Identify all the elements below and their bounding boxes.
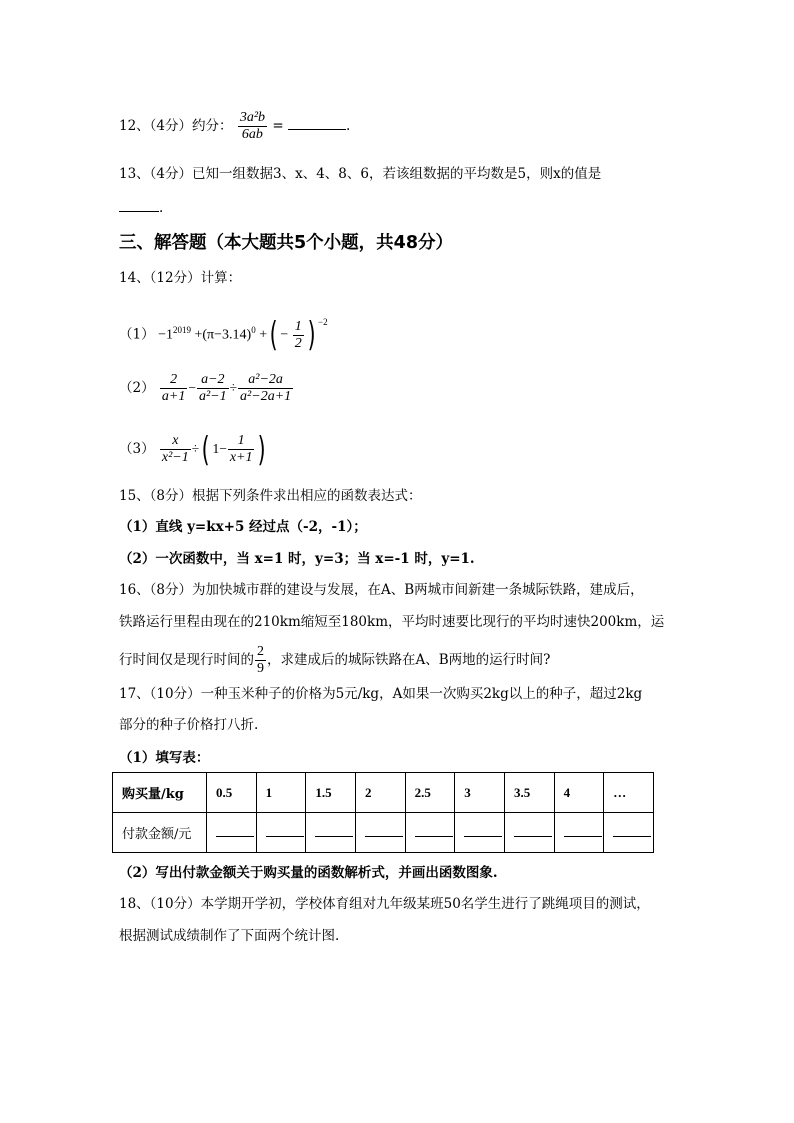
q17-line2: 部分的种子价格打八折. [119, 717, 259, 733]
q15-part1: （1）直线 y=kx+5 经过点（-2，-1）； [119, 519, 367, 535]
q16-line3 [119, 642, 550, 678]
q14-p3-f1-num: x [160, 433, 191, 450]
table-cell: 2 [355, 773, 405, 813]
q14-p3-inner: 1− [212, 441, 227, 456]
q17-part1: （1）填写表： [119, 750, 210, 766]
table-header-amount: 购买量/kg [113, 773, 207, 813]
q13-end: . [159, 200, 164, 216]
q14-p2-frac3 [238, 372, 293, 405]
section-title: 三、解答题（本大题共5个小题，共48分） [119, 233, 454, 253]
q18-line2: 根据测试成绩制作了下面两个统计图. [119, 928, 340, 944]
q16-line3-b: ，求建成后的城际铁路在A、B两地的运行时间? [267, 652, 551, 668]
q14-p3-op: ÷ [191, 441, 200, 456]
q14-p2-frac2 [197, 372, 229, 405]
q14-p1-fraction [293, 319, 304, 352]
table-cell: 3 [455, 773, 505, 813]
q12-denominator: 6ab [241, 127, 263, 142]
right-paren: ) [307, 315, 316, 356]
q13-line: 13、（4分）已知一组数据3、x、4、8、6，若该组数据的平均数是5，则x的值是 [119, 166, 602, 182]
table-blank-cell[interactable] [455, 813, 505, 853]
q16-fraction [255, 644, 266, 677]
q14-p1-den: 2 [294, 335, 302, 351]
table-blank-cell[interactable] [405, 813, 455, 853]
q14-part1 [119, 313, 328, 356]
table-blank-cell[interactable] [306, 813, 356, 853]
q14-p1-exp3: −2 [318, 317, 328, 327]
q14-p1-term-a: −1 [158, 327, 173, 343]
payment-table [112, 772, 654, 853]
table-cell: 0.5 [207, 773, 257, 813]
q14-p1-exp2: 0 [251, 325, 256, 335]
q14-p1-label: （1） [119, 326, 155, 343]
q14-p1-exp1: 2019 [173, 325, 191, 335]
q16-line1: 16、（8分）为加快城市群的建设与发展，在A、B两城市间新建一条城际铁路，建成后， [119, 582, 644, 598]
table-cell: 4 [554, 773, 604, 813]
q14-title: 14、（12分）计算： [119, 270, 242, 286]
q16-line2: 铁路运行里程由现在的210km缩短至180km，平均时速要比现行的平均时速快200km，运 [119, 614, 665, 630]
q12-answer-blank[interactable] [288, 129, 346, 130]
q12-equals: = [272, 118, 284, 134]
q14-p1-num: 1 [294, 318, 302, 334]
q14-p2-f3-num: a²−2a [238, 372, 293, 389]
q16-line3-a: 行时间仅是现行时间的 [119, 652, 254, 668]
q14-part2 [119, 369, 294, 407]
table-blank-cell[interactable] [554, 813, 604, 853]
q14-p1-plus: + [259, 327, 268, 343]
q14-p3-frac2 [228, 433, 255, 466]
q14-p2-f2-den: a²−1 [198, 389, 227, 404]
table-cell: 1.5 [306, 773, 356, 813]
table-row [113, 813, 654, 853]
q12-line [119, 110, 350, 143]
table-blank-cell[interactable] [256, 813, 306, 853]
q14-p1-term-b: +(π−3.14) [194, 327, 252, 343]
table-blank-cell[interactable] [604, 813, 654, 853]
table-cell: … [604, 773, 654, 813]
q14-p2-label: （2） [119, 380, 155, 396]
table-row [113, 773, 654, 813]
table-blank-cell[interactable] [355, 813, 405, 853]
table-header-payment: 付款金额/元 [113, 813, 207, 853]
q14-part3 [119, 430, 269, 468]
q14-p2-op1: − [188, 380, 196, 395]
table-cell: 3.5 [504, 773, 554, 813]
right-paren: ) [258, 429, 267, 470]
q14-p3-f2-den: x+1 [229, 450, 253, 465]
q13-blank-line [119, 198, 163, 218]
table-blank-cell[interactable] [504, 813, 554, 853]
left-paren: ( [269, 315, 278, 356]
q14-p3-frac1 [160, 433, 191, 466]
q12-prefix: 12、（4分）约分： [119, 118, 233, 134]
q14-p2-frac1 [160, 372, 187, 405]
q17-part2: （2）写出付款金额关于购买量的函数解析式，并画出函数图象. [119, 865, 498, 881]
q14-p3-f2-num: 1 [228, 433, 255, 450]
q15-part2: （2）一次函数中，当 x=1 时，y=3；当 x=-1 时，y=1. [119, 551, 475, 567]
q14-p2-f1-den: a+1 [161, 389, 186, 404]
table-cell: 2.5 [405, 773, 455, 813]
q14-p3-label: （3） [119, 441, 155, 457]
q14-p2-op2: ÷ [229, 380, 238, 395]
q15-title: 15、（8分）根据下列条件求出相应的函数表达式： [119, 488, 422, 504]
q14-p3-f1-den: x²−1 [161, 450, 189, 465]
q17-line1: 17、（10分）一种玉米种子的价格为5元/kg，A如果一次购买2kg以上的种子，超过2kg [119, 686, 643, 702]
q12-end: . [345, 118, 351, 134]
q12-numerator: 3a²b [239, 110, 266, 125]
q18-line1: 18、（10分）本学期开学初，学校体育组对九年级某班50名学生进行了跳绳项目的测试， [119, 896, 650, 912]
table-blank-cell[interactable] [207, 813, 257, 853]
q13-answer-blank[interactable] [119, 211, 159, 212]
q14-p2-f3-den: a²−2a+1 [240, 389, 292, 404]
q14-p2-f2-num: a−2 [197, 372, 229, 389]
q16-den: 9 [257, 661, 264, 676]
q14-p1-minus: − [280, 327, 289, 343]
left-paren: ( [201, 429, 210, 470]
q14-p2-f1-num: 2 [160, 372, 187, 389]
table-cell: 1 [256, 773, 306, 813]
q12-fraction [238, 110, 267, 143]
q16-num: 2 [257, 644, 264, 659]
